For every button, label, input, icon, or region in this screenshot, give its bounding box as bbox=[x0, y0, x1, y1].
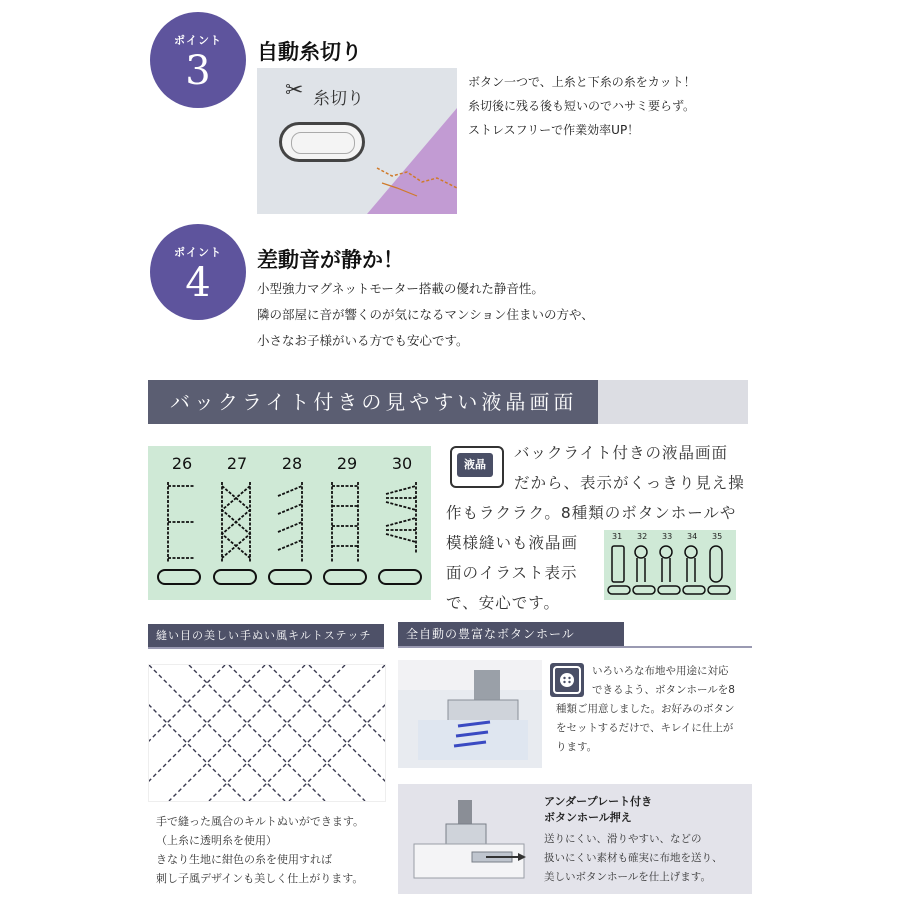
stitch-patterns bbox=[148, 446, 431, 600]
point-badge-number: 4 bbox=[185, 260, 211, 306]
point4-description bbox=[257, 276, 594, 354]
desc-line: で、安心です。 bbox=[446, 594, 560, 612]
mini-number: 33 bbox=[662, 532, 673, 541]
presser-foot-illustration bbox=[398, 660, 542, 768]
lcd-banner-title: バックライト付きの見やすい液晶画面 bbox=[148, 380, 598, 424]
point-badge-label: ポイント bbox=[174, 34, 222, 47]
under-plate-description bbox=[544, 830, 723, 887]
under-plate-title bbox=[544, 794, 652, 826]
point-badge-number: 3 bbox=[185, 48, 211, 94]
desc-line: 種類ご用意しました。お好みのボタン bbox=[556, 703, 735, 715]
pattern-number: 26 bbox=[171, 454, 193, 473]
point3-description bbox=[468, 70, 696, 142]
point-badge-label: ポイント bbox=[174, 246, 222, 259]
desc-line: 作もラクラク。8種類のボタンホールや bbox=[446, 504, 737, 522]
quilt-description bbox=[156, 812, 364, 888]
thread-cut-photo bbox=[257, 68, 457, 214]
buttonhole-tab: 全自動の豊富なボタンホール bbox=[398, 622, 624, 646]
desc-line: （上糸に透明糸を使用） bbox=[156, 834, 277, 847]
desc-line: ります。 bbox=[556, 741, 598, 753]
desc-line: 送りにくい、滑りやすい、などの bbox=[544, 833, 702, 845]
lcd-description bbox=[514, 438, 745, 498]
desc-line: いろいろな布地や用途に対応 bbox=[592, 665, 729, 677]
lcd-banner bbox=[148, 380, 748, 424]
desc-line: 小さなお子様がいる方でも安心です。 bbox=[257, 333, 469, 348]
lcd-icon bbox=[450, 446, 504, 488]
point3-title: 自動糸切り bbox=[257, 40, 362, 64]
buttonhole-lcd-illustration bbox=[604, 530, 736, 600]
lcd-icon-label: 液晶 bbox=[457, 453, 493, 477]
desc-line: バックライト付きの液晶画面 bbox=[514, 444, 729, 462]
mini-number: 35 bbox=[712, 532, 723, 541]
desc-line: 刺し子風デザインも美しく仕上がります。 bbox=[156, 872, 364, 885]
desc-line: ストレスフリーで作業効率UP！ bbox=[468, 123, 640, 137]
desc-line: 糸切後に残る後も短いのでハサミ要らず。 bbox=[468, 99, 696, 113]
pattern-number: 28 bbox=[281, 454, 303, 473]
buttonhole-rule bbox=[398, 646, 752, 648]
desc-line: 小型強力マグネットモーター搭載の優れた静音性。 bbox=[257, 281, 544, 296]
quilt-rule bbox=[148, 647, 384, 649]
point-badge-4 bbox=[150, 224, 246, 320]
desc-line: をセットするだけで、キレイに仕上が bbox=[556, 722, 734, 734]
desc-line: ボタン一つで、上糸と下糸の糸をカット！ bbox=[468, 75, 696, 89]
thread-cut-label: 糸切り bbox=[313, 89, 364, 109]
quilt-stitch-sample bbox=[148, 664, 386, 802]
pattern-number: 30 bbox=[391, 454, 413, 473]
lcd-banner-accent bbox=[598, 380, 748, 424]
desc-line: 扱いにくい素材も確実に布地を送り、 bbox=[544, 852, 723, 864]
lcd-screen-illustration bbox=[148, 446, 431, 600]
thread-cut-button[interactable] bbox=[279, 122, 365, 162]
under-plate-illustration bbox=[408, 794, 534, 886]
mini-number: 34 bbox=[687, 532, 698, 541]
buttonhole-description bbox=[592, 662, 735, 700]
pattern-number: 27 bbox=[226, 454, 248, 473]
desc-line: 面のイラスト表示 bbox=[446, 564, 578, 582]
desc-line: 模様縫いも液晶画 bbox=[446, 534, 579, 552]
desc-line: きなり生地に紺色の糸を使用すれば bbox=[156, 853, 332, 866]
title-line: アンダープレート付き bbox=[544, 795, 653, 808]
mini-number: 31 bbox=[612, 532, 623, 541]
title-line: ボタンホール押え bbox=[544, 811, 632, 824]
scissors-icon: ✂ bbox=[285, 78, 304, 103]
point-badge-3 bbox=[150, 12, 246, 108]
desc-line: 隣の部屋に音が響くのが気になるマンション住まいの方や、 bbox=[257, 307, 594, 322]
point4-title: 差動音が静か！ bbox=[257, 248, 404, 272]
buttonhole-patterns bbox=[604, 530, 736, 600]
quilt-tab: 縫い目の美しい手ぬい風キルトステッチ bbox=[148, 624, 384, 648]
under-plate-panel bbox=[398, 784, 752, 894]
buttonhole-presser-photo bbox=[398, 660, 542, 768]
buttonhole-description-wide bbox=[556, 700, 735, 757]
pattern-number: 29 bbox=[336, 454, 358, 473]
desc-line: 美しいボタンホールを仕上げます。 bbox=[544, 871, 711, 883]
mini-number: 32 bbox=[637, 532, 648, 541]
desc-line: 手で縫った風合のキルトぬいができます。 bbox=[156, 815, 365, 828]
quilt-pattern bbox=[149, 665, 385, 801]
desc-line: できるよう、ボタンホールを8 bbox=[592, 684, 735, 696]
buttonhole-icon bbox=[550, 663, 584, 697]
desc-line: だから、表示がくっきり見え操 bbox=[514, 474, 745, 492]
